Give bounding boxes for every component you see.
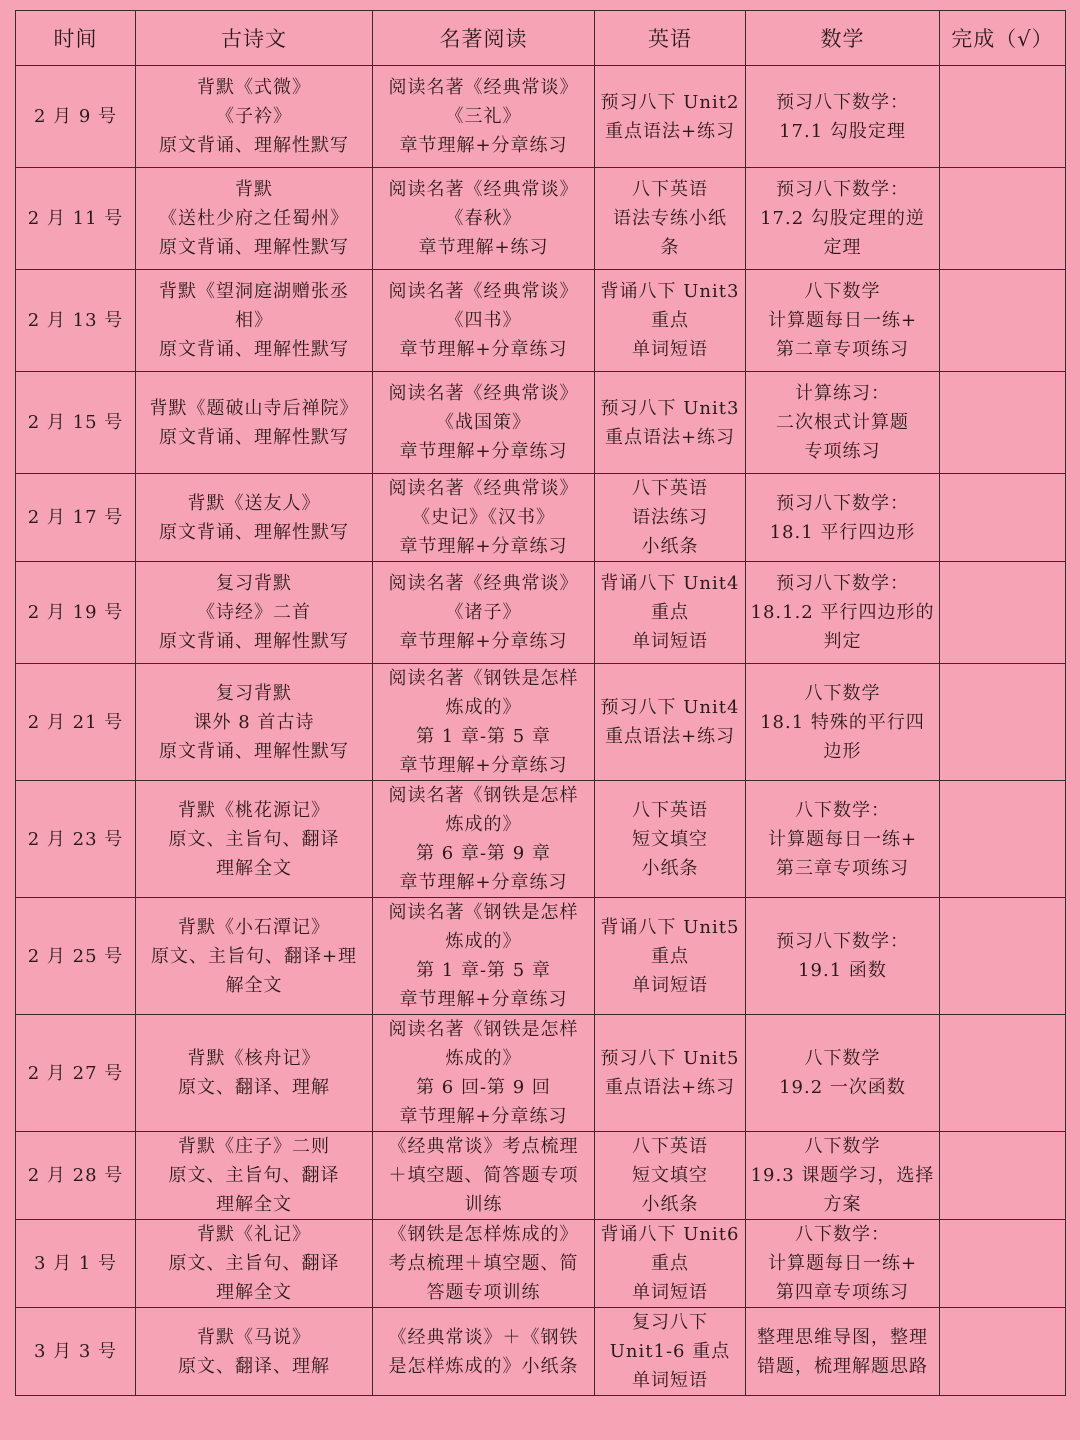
table-row xyxy=(16,66,1066,168)
reading-cell xyxy=(373,664,595,781)
math-cell xyxy=(746,1132,940,1220)
math-line: 边形 xyxy=(823,740,862,762)
reading-line: 阅读名著《钢铁是怎样 xyxy=(388,1019,579,1040)
reading-line: 阅读名著《经典常谈》 xyxy=(388,77,579,98)
math-line: 八下数学 xyxy=(804,1048,881,1069)
poetry-cell xyxy=(136,1220,373,1308)
math-line: 17.1 勾股定理 xyxy=(779,120,906,142)
english-line: 背诵八下 Unit6 xyxy=(600,1224,740,1245)
poetry-cell xyxy=(136,1132,373,1220)
english-line: 预习八下 Unit2 xyxy=(600,91,740,113)
poetry-cell xyxy=(136,898,373,1015)
math-line: 方案 xyxy=(823,1194,862,1215)
reading-line: 章节理解+分章练习 xyxy=(399,755,568,776)
poetry-line: 原文背诵、理解性默写 xyxy=(159,237,349,258)
poetry-line: 《诗经》二首 xyxy=(197,602,311,623)
poetry-line: 相》 xyxy=(235,310,273,331)
math-line: 二次根式计算题 xyxy=(776,412,909,433)
math-cell xyxy=(746,781,940,898)
header-math: 数学 xyxy=(746,11,940,66)
done-checkbox-cell[interactable] xyxy=(940,1220,1066,1308)
reading-line: 阅读名著《钢铁是怎样 xyxy=(388,785,579,806)
date-cell: 3 月 3 号 xyxy=(16,1308,136,1396)
reading-line: 章节理解+分章练习 xyxy=(399,339,568,360)
reading-cell xyxy=(373,1132,595,1220)
english-line: 单词短语 xyxy=(632,974,708,996)
english-line: 小纸条 xyxy=(641,1194,699,1215)
english-cell xyxy=(595,562,746,664)
english-line: Unit1-6 重点 xyxy=(609,1341,731,1362)
reading-line: 章节理解+分章练习 xyxy=(399,872,568,893)
header-poetry: 古诗文 xyxy=(136,11,373,66)
date-cell: 3 月 1 号 xyxy=(16,1220,136,1308)
reading-cell xyxy=(373,168,595,270)
reading-line: 章节理解+练习 xyxy=(418,237,549,258)
math-cell xyxy=(746,562,940,664)
header-row xyxy=(16,11,1066,66)
math-line: 第二章专项练习 xyxy=(776,339,909,360)
reading-cell xyxy=(373,66,595,168)
reading-line: 《春秋》 xyxy=(445,208,522,229)
reading-line: 阅读名著《经典常谈》 xyxy=(388,281,579,302)
table-row xyxy=(16,1308,1066,1396)
reading-cell xyxy=(373,898,595,1015)
reading-cell xyxy=(373,474,595,562)
poetry-line: 理解全文 xyxy=(216,1194,292,1215)
header-done: 完成（√） xyxy=(940,11,1066,66)
poetry-cell xyxy=(136,168,373,270)
reading-line: 章节理解+分章练习 xyxy=(399,441,568,462)
reading-line: 阅读名著《经典常谈》 xyxy=(388,179,579,200)
poetry-line: 原文、翻译、理解 xyxy=(178,1355,330,1377)
reading-line: 第 1 章-第 5 章 xyxy=(416,960,551,981)
poetry-line: 原文背诵、理解性默写 xyxy=(159,631,349,652)
poetry-line: 背默《望洞庭湖赠张丞 xyxy=(159,281,349,302)
reading-line: 《战国策》 xyxy=(436,412,531,433)
poetry-cell xyxy=(136,1308,373,1396)
reading-line: 是怎样炼成的》小纸条 xyxy=(388,1355,579,1377)
poetry-line: 背默《核舟记》 xyxy=(187,1048,321,1069)
poetry-line: 原文、主旨句、翻译 xyxy=(168,828,340,850)
math-line: 17.2 勾股定理的逆 xyxy=(760,208,925,229)
english-line: 重点 xyxy=(651,310,689,331)
reading-line: 章节理解+分章练习 xyxy=(399,1106,568,1127)
english-line: 重点 xyxy=(651,945,689,967)
reading-line: 《钢铁是怎样炼成的》 xyxy=(388,1224,579,1245)
done-checkbox-cell[interactable] xyxy=(940,781,1066,898)
reading-line: 章节理解+分章练习 xyxy=(399,536,568,557)
math-line: 预习八下数学： xyxy=(776,931,909,952)
reading-cell xyxy=(373,781,595,898)
reading-line: 章节理解+分章练习 xyxy=(399,631,568,652)
english-cell xyxy=(595,372,746,474)
english-line: 背诵八下 Unit4 xyxy=(600,573,740,594)
english-line: 语法练习 xyxy=(632,507,708,528)
table-row xyxy=(16,270,1066,372)
english-line: 重点语法+练习 xyxy=(604,726,736,747)
reading-line: 阅读名著《钢铁是怎样 xyxy=(388,902,579,923)
reading-line: 阅读名著《经典常谈》 xyxy=(388,573,579,594)
date-cell: 2 月 25 号 xyxy=(16,898,136,1015)
poetry-line: 背默《小石潭记》 xyxy=(178,916,330,938)
reading-cell xyxy=(373,1015,595,1132)
poetry-cell xyxy=(136,1015,373,1132)
poetry-cell xyxy=(136,781,373,898)
english-cell xyxy=(595,66,746,168)
math-line: 判定 xyxy=(823,631,862,652)
table-row xyxy=(16,781,1066,898)
reading-line: 第 1 章-第 5 章 xyxy=(416,726,551,747)
math-cell xyxy=(746,66,940,168)
reading-line: 阅读名著《钢铁是怎样 xyxy=(388,668,579,689)
math-line: 计算练习： xyxy=(795,383,890,404)
poetry-line: 原文背诵、理解性默写 xyxy=(159,521,349,543)
math-cell xyxy=(746,372,940,474)
reading-line: 阅读名著《经典常谈》 xyxy=(388,478,579,499)
reading-line: 章节理解+分章练习 xyxy=(399,989,568,1010)
date-cell: 2 月 17 号 xyxy=(16,474,136,562)
english-line: 复习八下 xyxy=(632,1312,708,1333)
math-cell xyxy=(746,168,940,270)
reading-line: 《诸子》 xyxy=(445,602,522,623)
math-line: 18.1.2 平行四边形的 xyxy=(750,602,935,623)
reading-line: 第 6 回-第 9 回 xyxy=(416,1077,551,1098)
reading-line: 炼成的》 xyxy=(445,931,522,952)
math-line: 专项练习 xyxy=(804,441,881,462)
english-line: 重点 xyxy=(651,1253,689,1274)
math-line: 八下数学 xyxy=(804,1136,881,1157)
poetry-line: 复习背默 xyxy=(216,682,292,704)
reading-cell xyxy=(373,1220,595,1308)
math-cell xyxy=(746,664,940,781)
english-cell xyxy=(595,664,746,781)
english-line: 短文填空 xyxy=(632,828,708,850)
reading-line: 炼成的》 xyxy=(445,814,522,835)
english-line: 八下英语 xyxy=(632,478,708,499)
table-row xyxy=(16,562,1066,664)
table-row xyxy=(16,168,1066,270)
poetry-cell xyxy=(136,372,373,474)
english-line: 八下英语 xyxy=(632,799,708,821)
header-time: 时间 xyxy=(16,11,136,66)
math-cell xyxy=(746,270,940,372)
english-cell xyxy=(595,270,746,372)
poetry-cell xyxy=(136,66,373,168)
english-line: 八下英语 xyxy=(632,179,708,200)
reading-cell xyxy=(373,372,595,474)
math-cell xyxy=(746,1220,940,1308)
poetry-line: 背默 xyxy=(235,179,273,200)
poetry-line: 理解全文 xyxy=(216,1282,292,1303)
done-checkbox-cell[interactable] xyxy=(940,474,1066,562)
math-line: 八下数学 xyxy=(804,281,881,302)
english-cell xyxy=(595,1015,746,1132)
poetry-line: 理解全文 xyxy=(216,857,292,879)
english-line: 短文填空 xyxy=(632,1165,708,1186)
reading-line: 炼成的》 xyxy=(445,1048,522,1069)
english-line: 背诵八下 Unit3 xyxy=(600,281,740,302)
poetry-cell xyxy=(136,474,373,562)
math-line: 18.1 特殊的平行四 xyxy=(760,711,925,733)
english-line: 预习八下 Unit4 xyxy=(600,697,740,718)
poetry-cell xyxy=(136,270,373,372)
date-cell: 2 月 11 号 xyxy=(16,168,136,270)
poetry-line: 背默《式微》 xyxy=(197,77,311,98)
reading-line: 考点梳理＋填空题、简 xyxy=(388,1253,579,1274)
poetry-line: 背默《马说》 xyxy=(197,1326,311,1348)
date-cell: 2 月 9 号 xyxy=(16,66,136,168)
math-line: 八下数学： xyxy=(795,1224,890,1245)
math-line: 八下数学： xyxy=(795,799,890,821)
reading-line: 《三礼》 xyxy=(445,106,522,127)
done-checkbox-cell[interactable] xyxy=(940,664,1066,781)
reading-cell xyxy=(373,1308,595,1396)
math-line: 第三章专项练习 xyxy=(776,857,909,879)
reading-line: 答题专项训练 xyxy=(426,1282,541,1303)
math-line: 预习八下数学： xyxy=(776,492,909,514)
table-row xyxy=(16,664,1066,781)
poetry-line: 背默《题破山寺后禅院》 xyxy=(149,397,359,419)
date-cell: 2 月 21 号 xyxy=(16,664,136,781)
math-line: 19.1 函数 xyxy=(798,960,887,981)
math-cell xyxy=(746,1308,940,1396)
english-line: 预习八下 Unit3 xyxy=(600,397,740,419)
reading-line: 阅读名著《经典常谈》 xyxy=(388,383,579,404)
table-row xyxy=(16,1132,1066,1220)
english-line: 重点 xyxy=(651,602,689,623)
english-line: 单词短语 xyxy=(632,1370,708,1391)
reading-cell xyxy=(373,562,595,664)
table-row xyxy=(16,1220,1066,1308)
english-line: 背诵八下 Unit5 xyxy=(600,916,740,938)
date-cell: 2 月 23 号 xyxy=(16,781,136,898)
english-line: 单词短语 xyxy=(632,339,708,360)
header-english: 英语 xyxy=(595,11,746,66)
poetry-line: 《子衿》 xyxy=(216,106,292,127)
english-cell xyxy=(595,898,746,1015)
math-line: 计算题每日一练+ xyxy=(767,1253,918,1274)
poetry-line: 复习背默 xyxy=(216,573,292,594)
poetry-line: 《送杜少府之任蜀州》 xyxy=(159,208,349,229)
table-body xyxy=(16,66,1066,1396)
table-row xyxy=(16,372,1066,474)
math-line: 计算题每日一练+ xyxy=(767,828,918,850)
english-line: 语法专练小纸 xyxy=(613,208,727,229)
reading-line: 《经典常谈》＋《钢铁 xyxy=(388,1326,579,1348)
reading-line: 第 6 章-第 9 章 xyxy=(416,843,551,864)
english-line: 预习八下 Unit5 xyxy=(600,1048,740,1069)
date-cell: 2 月 28 号 xyxy=(16,1132,136,1220)
done-checkbox-cell[interactable] xyxy=(940,270,1066,372)
date-cell: 2 月 19 号 xyxy=(16,562,136,664)
english-line: 小纸条 xyxy=(641,536,699,557)
reading-cell xyxy=(373,270,595,372)
english-cell xyxy=(595,781,746,898)
done-checkbox-cell[interactable] xyxy=(940,66,1066,168)
poetry-line: 原文背诵、理解性默写 xyxy=(159,135,349,156)
reading-line: 训练 xyxy=(464,1194,503,1215)
math-line: 19.3 课题学习，选择 xyxy=(750,1165,935,1186)
poetry-line: 背默《庄子》二则 xyxy=(178,1136,330,1157)
poetry-line: 原文背诵、理解性默写 xyxy=(159,426,349,448)
poetry-line: 原文背诵、理解性默写 xyxy=(159,339,349,360)
table-row xyxy=(16,1015,1066,1132)
done-checkbox-cell[interactable] xyxy=(940,168,1066,270)
english-cell xyxy=(595,474,746,562)
math-line: 第四章专项练习 xyxy=(776,1282,909,1303)
done-checkbox-cell[interactable] xyxy=(940,1015,1066,1132)
study-plan-sheet xyxy=(15,10,1065,1396)
english-line: 重点语法+练习 xyxy=(604,1077,736,1098)
table-row xyxy=(16,898,1066,1015)
english-line: 八下英语 xyxy=(632,1136,708,1157)
date-cell: 2 月 13 号 xyxy=(16,270,136,372)
poetry-line: 原文、翻译、理解 xyxy=(178,1077,330,1098)
math-line: 18.1 平行四边形 xyxy=(769,521,916,543)
math-cell xyxy=(746,1015,940,1132)
poetry-line: 原文、主旨句、翻译+理 xyxy=(150,945,358,967)
english-line: 条 xyxy=(660,237,680,258)
math-line: 19.2 一次函数 xyxy=(779,1077,906,1098)
english-cell xyxy=(595,1308,746,1396)
math-cell xyxy=(746,898,940,1015)
table-row xyxy=(16,474,1066,562)
math-cell xyxy=(746,474,940,562)
english-line: 单词短语 xyxy=(632,631,708,652)
done-checkbox-cell[interactable] xyxy=(940,562,1066,664)
date-cell: 2 月 27 号 xyxy=(16,1015,136,1132)
reading-line: 炼成的》 xyxy=(445,697,522,718)
math-line: 八下数学 xyxy=(804,682,881,704)
reading-line: 《史记》《汉书》 xyxy=(412,507,555,528)
poetry-line: 课外 8 首古诗 xyxy=(193,711,315,733)
reading-line: 《经典常谈》考点梳理 xyxy=(388,1136,579,1157)
english-line: 重点语法+练习 xyxy=(604,426,736,448)
math-line: 错题，梳理解题思路 xyxy=(757,1355,928,1377)
math-line: 整理思维导图，整理 xyxy=(757,1326,928,1348)
poetry-line: 背默《礼记》 xyxy=(197,1224,311,1245)
poetry-line: 原文、主旨句、翻译 xyxy=(168,1253,340,1274)
english-cell xyxy=(595,168,746,270)
english-line: 单词短语 xyxy=(632,1282,708,1303)
math-line: 预习八下数学： xyxy=(776,573,909,594)
poetry-line: 解全文 xyxy=(225,974,283,996)
done-checkbox-cell[interactable] xyxy=(940,898,1066,1015)
done-checkbox-cell[interactable] xyxy=(940,1308,1066,1396)
poetry-line: 背默《送友人》 xyxy=(187,492,321,514)
header-reading: 名著阅读 xyxy=(373,11,595,66)
math-line: 定理 xyxy=(823,237,862,258)
reading-line: 章节理解+分章练习 xyxy=(399,135,568,156)
reading-line: ＋填空题、简答题专项 xyxy=(388,1165,579,1186)
english-cell xyxy=(595,1220,746,1308)
study-plan-table xyxy=(15,10,1066,1396)
reading-line: 《四书》 xyxy=(445,310,522,331)
english-line: 重点语法+练习 xyxy=(604,120,736,142)
done-checkbox-cell[interactable] xyxy=(940,372,1066,474)
poetry-line: 背默《桃花源记》 xyxy=(178,799,330,821)
math-line: 计算题每日一练+ xyxy=(767,310,918,331)
poetry-cell xyxy=(136,562,373,664)
poetry-line: 原文背诵、理解性默写 xyxy=(159,740,349,762)
date-cell: 2 月 15 号 xyxy=(16,372,136,474)
poetry-cell xyxy=(136,664,373,781)
math-line: 预习八下数学： xyxy=(776,91,909,113)
english-line: 小纸条 xyxy=(641,857,699,879)
english-cell xyxy=(595,1132,746,1220)
done-checkbox-cell[interactable] xyxy=(940,1132,1066,1220)
poetry-line: 原文、主旨句、翻译 xyxy=(168,1165,340,1186)
math-line: 预习八下数学： xyxy=(776,179,909,200)
